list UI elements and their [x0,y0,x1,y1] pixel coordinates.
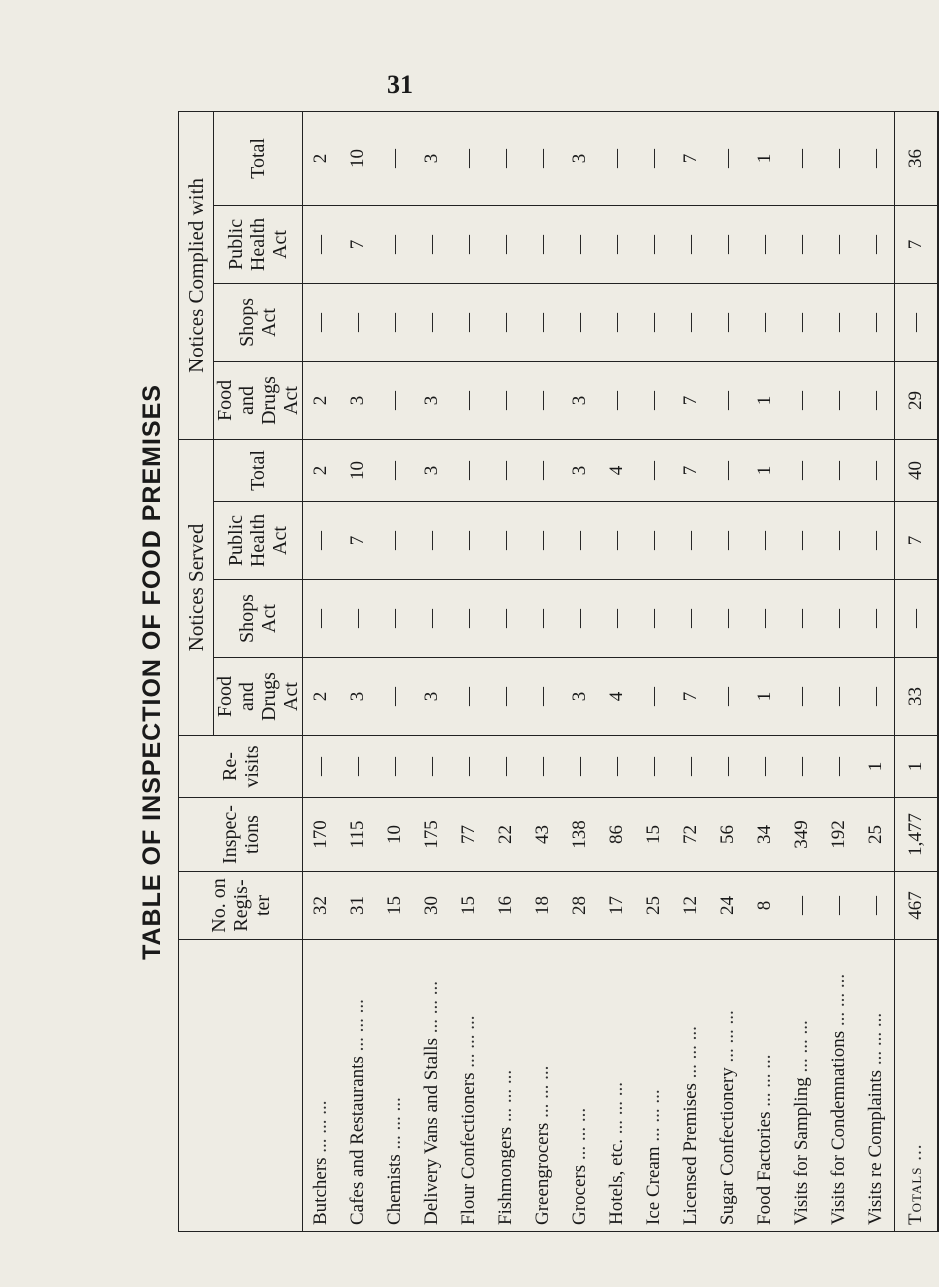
page-number: 31 [387,70,413,99]
cell-complied-total: — [377,111,414,205]
cell-inspections: 86 [599,798,636,872]
table-row [303,111,340,1231]
cell-complied-public-health: — [673,205,710,283]
cell-register: 25 [636,872,673,940]
cell-inspections: 349 [784,798,821,872]
leader-dots: ... ... ... [532,1065,553,1118]
premises-label [747,940,784,1232]
cell-complied-food-drugs: — [858,361,895,439]
table-row [673,111,710,1231]
cell-served-total: — [451,439,488,501]
leader-dots: ... ... ... [384,1097,405,1150]
cell-served-food-drugs: 3 [340,658,377,736]
cell-revisits: — [451,736,488,798]
table-row [821,111,858,1231]
total-served-public-health: 7 [895,502,939,580]
header-notices-served: Notices Served [179,439,214,735]
premises-label [303,940,340,1232]
cell-inspections: 115 [340,798,377,872]
leader-dots: ... ... ... [347,999,368,1052]
cell-served-total: — [636,439,673,501]
cell-register: 28 [562,872,599,940]
cell-complied-public-health: — [525,205,562,283]
cell-served-shops: — [599,580,636,658]
cell-complied-total: — [858,111,895,205]
premises-label [821,940,858,1232]
premises-label [340,940,377,1232]
cell-served-food-drugs: — [858,658,895,736]
leader-dots: ... ... ... [643,1089,664,1142]
premises-label [858,940,895,1232]
cell-served-total: — [710,439,747,501]
cell-served-public-health: — [488,502,525,580]
cell-inspections: 72 [673,798,710,872]
cell-complied-shops: — [377,283,414,361]
cell-complied-total: — [710,111,747,205]
premises-label [451,940,488,1232]
total-complied-food-drugs: 29 [895,361,939,439]
header-complied-food-drugs: Food and Drugs Act [214,361,303,439]
cell-complied-public-health: — [821,205,858,283]
premises-label-text: Ice Cream [643,1146,664,1225]
cell-served-public-health: — [525,502,562,580]
cell-served-total: 3 [562,439,599,501]
cell-complied-public-health: — [599,205,636,283]
table-row [562,111,599,1231]
cell-served-total: — [488,439,525,501]
header-served-shops: Shops Act [214,580,303,658]
cell-inspections: 43 [525,798,562,872]
cell-complied-shops: — [451,283,488,361]
cell-register: 30 [414,872,451,940]
cell-complied-public-health: — [303,205,340,283]
premises-label [784,940,821,1232]
cell-revisits: — [340,736,377,798]
leader-dots: ... [905,1143,926,1161]
table-row [414,111,451,1231]
cell-register: — [784,872,821,940]
total-register: 467 [895,872,939,940]
cell-complied-public-health: — [636,205,673,283]
cell-served-shops: — [303,580,340,658]
cell-complied-public-health: — [747,205,784,283]
premises-label [488,940,525,1232]
cell-complied-food-drugs: — [599,361,636,439]
premises-label-text: Hotels, etc. [606,1138,627,1225]
cell-served-public-health: — [562,502,599,580]
cell-register: 18 [525,872,562,940]
cell-complied-total: — [636,111,673,205]
leader-dots: ... ... ... [458,1015,479,1068]
table-row [525,111,562,1231]
cell-complied-food-drugs: — [488,361,525,439]
total-complied-public-health: 7 [895,205,939,283]
table-row [599,111,636,1231]
cell-complied-food-drugs: 3 [340,361,377,439]
premises-label-text: Visits re Complaints [864,1069,886,1225]
cell-served-shops: — [451,580,488,658]
cell-served-total: — [821,439,858,501]
cell-served-food-drugs: — [784,658,821,736]
premises-label-text: Flour Confectioners [458,1072,479,1225]
cell-served-shops: — [488,580,525,658]
cell-revisits: — [821,736,858,798]
table-body [303,111,895,1231]
total-complied-total: 36 [895,111,939,205]
cell-inspections: 170 [303,798,340,872]
premises-label-text: Grocers [569,1164,590,1225]
cell-complied-total: 3 [414,111,451,205]
table-row [377,111,414,1231]
total-served-total: 40 [895,439,939,501]
cell-complied-shops: — [303,283,340,361]
cell-served-shops: — [747,580,784,658]
premises-label [599,940,636,1232]
cell-revisits: — [710,736,747,798]
cell-register: — [821,872,858,940]
premises-label-text: Visits for Condemnations [828,1030,849,1225]
total-complied-shops: — [895,283,939,361]
cell-served-public-health: — [858,502,895,580]
cell-served-food-drugs: 4 [599,658,636,736]
cell-complied-public-health: — [488,205,525,283]
totals-label [895,940,939,1232]
header-premises [179,940,303,1232]
cell-inspections: 15 [636,798,673,872]
cell-served-food-drugs: — [821,658,858,736]
cell-served-food-drugs: — [710,658,747,736]
cell-complied-total: — [525,111,562,205]
cell-complied-food-drugs: — [710,361,747,439]
leader-dots: ... ... ... [791,1020,812,1073]
cell-revisits: — [488,736,525,798]
cell-complied-food-drugs: 7 [673,361,710,439]
cell-complied-total: 1 [747,111,784,205]
leader-dots: ... ... ... [421,981,442,1034]
cell-served-total: 4 [599,439,636,501]
cell-complied-public-health: — [377,205,414,283]
cell-served-shops: — [673,580,710,658]
cell-complied-food-drugs: — [821,361,858,439]
premises-label-text: Delivery Vans and Stalls [421,1038,442,1225]
table-row [784,111,821,1231]
premises-label [525,940,562,1232]
cell-inspections: 25 [858,798,895,872]
header-served-public-health: Public Health Act [214,502,303,580]
cell-complied-shops: — [599,283,636,361]
header-complied-total: Total [214,111,303,205]
cell-register: 31 [340,872,377,940]
cell-served-public-health: — [414,502,451,580]
leader-dots: ... ... ... [717,1010,738,1063]
cell-complied-food-drugs: 1 [747,361,784,439]
cell-inspections: 192 [821,798,858,872]
premises-label-text: Sugar Confectionery [717,1067,738,1225]
cell-served-public-health: — [377,502,414,580]
cell-register: 16 [488,872,525,940]
cell-served-public-health: — [710,502,747,580]
cell-served-public-health: — [821,502,858,580]
cell-served-food-drugs: — [451,658,488,736]
leader-dots: ... ... ... [569,1107,590,1161]
premises-label [673,940,710,1232]
cell-served-shops: — [784,580,821,658]
cell-inspections: 175 [414,798,451,872]
cell-inspections: 56 [710,798,747,872]
cell-served-food-drugs: — [377,658,414,736]
leader-dots: ... ... ... [680,1026,701,1079]
premises-label-text: Chemists [384,1154,405,1225]
cell-complied-total: 7 [673,111,710,205]
header-notices-complied: Notices Complied with [179,111,214,439]
cell-revisits: 1 [858,736,895,798]
cell-served-total: — [377,439,414,501]
total-revisits: 1 [895,736,939,798]
premises-label [414,940,451,1232]
cell-complied-public-health: — [562,205,599,283]
cell-complied-public-health: 7 [340,205,377,283]
cell-complied-food-drugs: — [784,361,821,439]
cell-complied-total: — [784,111,821,205]
cell-served-total: 10 [340,439,377,501]
cell-served-food-drugs: 1 [747,658,784,736]
leader-dots: ... ... ... [495,1069,516,1123]
cell-complied-total: — [488,111,525,205]
cell-served-total: 1 [747,439,784,501]
cell-inspections: 34 [747,798,784,872]
cell-revisits: — [414,736,451,798]
leader-dots: ... ... ... [828,973,849,1027]
cell-revisits: — [636,736,673,798]
cell-served-shops: — [636,580,673,658]
cell-complied-shops: — [710,283,747,361]
totals-label-text: Totals [905,1166,926,1225]
cell-served-public-health: — [451,502,488,580]
cell-complied-total: 2 [303,111,340,205]
cell-revisits: — [747,736,784,798]
cell-served-total: 7 [673,439,710,501]
cell-complied-food-drugs: — [636,361,673,439]
header-inspections: Inspec-tions [179,798,303,872]
cell-served-shops: — [562,580,599,658]
cell-complied-shops: — [821,283,858,361]
cell-register: 32 [303,872,340,940]
cell-revisits: — [599,736,636,798]
table-row [340,111,377,1231]
cell-served-public-health: — [599,502,636,580]
header-served-food-drugs: Food and Drugs Act [214,658,303,736]
premises-label-text: Licensed Premises [680,1083,701,1225]
premises-label [377,940,414,1232]
premises-label-text: Greengrocers [532,1122,553,1225]
leader-dots: ... ... ... [606,1081,627,1135]
table-row [451,111,488,1231]
table-row [488,111,525,1231]
header-complied-public-health: Public Health Act [214,205,303,283]
cell-complied-public-health: — [414,205,451,283]
cell-complied-total: 10 [340,111,377,205]
premises-label-text: Cafes and Restaurants [347,1056,368,1225]
cell-complied-public-health: — [451,205,488,283]
table-title: TABLE OF INSPECTION OF FOOD PREMISES [138,384,166,960]
total-inspections: 1,477 [895,798,939,872]
leader-dots: ... ... ... [310,1100,332,1153]
cell-complied-food-drugs: 2 [303,361,340,439]
table-row [858,111,895,1231]
cell-complied-shops: — [858,283,895,361]
cell-served-food-drugs: 3 [414,658,451,736]
cell-served-total: — [784,439,821,501]
cell-served-food-drugs: — [488,658,525,736]
cell-complied-shops: — [747,283,784,361]
cell-complied-public-health: — [858,205,895,283]
cell-served-public-health: — [303,502,340,580]
totals-row [895,111,939,1231]
cell-served-shops: — [858,580,895,658]
cell-served-food-drugs: — [636,658,673,736]
cell-complied-shops: — [488,283,525,361]
cell-served-shops: — [414,580,451,658]
table-row [636,111,673,1231]
cell-inspections: 138 [562,798,599,872]
cell-inspections: 77 [451,798,488,872]
inspection-table [178,111,939,1232]
leader-dots: ... ... ... [754,1054,775,1107]
cell-complied-food-drugs: — [377,361,414,439]
cell-served-food-drugs: 3 [562,658,599,736]
cell-served-total: 2 [303,439,340,501]
header-complied-shops: Shops Act [214,283,303,361]
cell-complied-food-drugs: 3 [414,361,451,439]
table-row [710,111,747,1231]
cell-served-public-health: — [784,502,821,580]
cell-served-total: — [858,439,895,501]
premises-label [562,940,599,1232]
cell-revisits: — [377,736,414,798]
total-served-food-drugs: 33 [895,658,939,736]
cell-revisits: — [303,736,340,798]
cell-served-food-drugs: 7 [673,658,710,736]
cell-complied-total: 3 [562,111,599,205]
premises-label-text: Food Factories [754,1111,775,1225]
leader-dots: ... ... ... [864,1012,886,1066]
cell-complied-shops: — [636,283,673,361]
cell-inspections: 10 [377,798,414,872]
cell-served-food-drugs: 2 [303,658,340,736]
cell-served-public-health: 7 [340,502,377,580]
rotated-table [132,112,926,1232]
premises-label [636,940,673,1232]
cell-complied-total: — [599,111,636,205]
cell-complied-shops: — [784,283,821,361]
cell-served-shops: — [821,580,858,658]
cell-inspections: 22 [488,798,525,872]
cell-served-public-health: — [673,502,710,580]
cell-register: 24 [710,872,747,940]
cell-served-shops: — [340,580,377,658]
cell-complied-food-drugs: 3 [562,361,599,439]
cell-register: 15 [451,872,488,940]
rotated-table-container [132,112,926,1232]
cell-complied-food-drugs: — [451,361,488,439]
cell-served-shops: — [525,580,562,658]
cell-revisits: — [784,736,821,798]
premises-label [710,940,747,1232]
header-no-on-register: No. on Regis-ter [179,872,303,940]
cell-complied-shops: — [340,283,377,361]
cell-complied-shops: — [414,283,451,361]
cell-served-total: — [525,439,562,501]
table-row [747,111,784,1231]
cell-served-public-health: — [636,502,673,580]
cell-complied-total: — [451,111,488,205]
cell-register: 12 [673,872,710,940]
cell-complied-public-health: — [710,205,747,283]
total-served-shops: — [895,580,939,658]
cell-complied-shops: — [525,283,562,361]
cell-complied-food-drugs: — [525,361,562,439]
cell-served-public-health: — [747,502,784,580]
cell-revisits: — [562,736,599,798]
premises-label-text: Fishmongers [495,1126,516,1225]
cell-served-shops: — [377,580,414,658]
premises-label-text: Visits for Sampling [791,1077,812,1225]
cell-complied-shops: — [673,283,710,361]
cell-served-food-drugs: — [525,658,562,736]
cell-served-shops: — [710,580,747,658]
header-revisits: Re-visits [179,736,303,798]
header-served-total: Total [214,439,303,501]
cell-revisits: — [525,736,562,798]
cell-revisits: — [673,736,710,798]
cell-register: — [858,872,895,940]
cell-complied-total: — [821,111,858,205]
cell-register: 15 [377,872,414,940]
cell-register: 8 [747,872,784,940]
premises-label-text: Butchers [310,1157,332,1225]
cell-register: 17 [599,872,636,940]
cell-served-total: 3 [414,439,451,501]
cell-complied-public-health: — [784,205,821,283]
cell-complied-shops: — [562,283,599,361]
